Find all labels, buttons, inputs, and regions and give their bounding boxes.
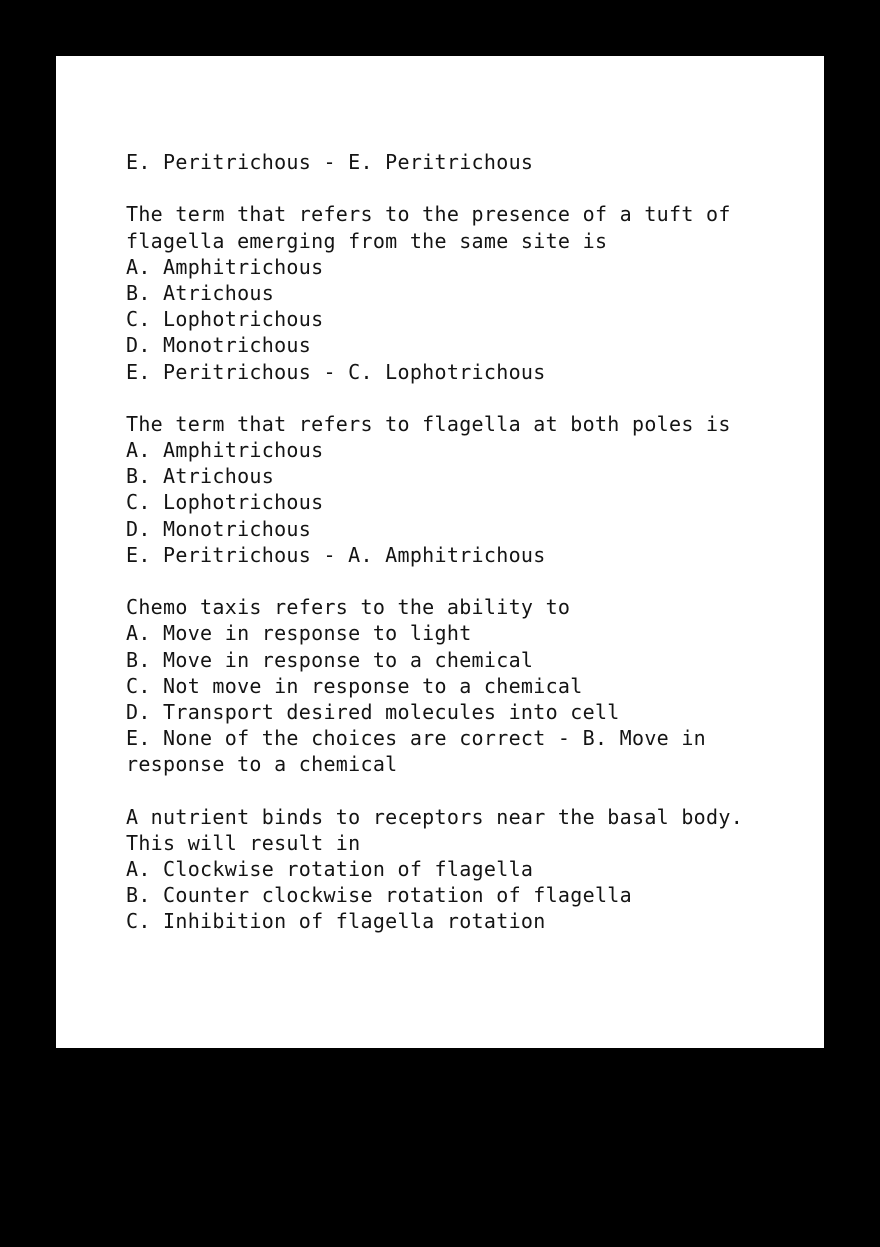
text-line: B. Atrichous	[126, 464, 275, 489]
text-line: D. Transport desired molecules into cell	[126, 699, 620, 724]
text-line: The term that refers to the presence of a tuft of	[126, 202, 731, 227]
text-line: D. Monotrichous	[126, 333, 312, 358]
text-line: A. Amphitrichous	[126, 254, 324, 279]
text-line: B. Move in response to a chemical	[126, 647, 534, 672]
text-line: D. Monotrichous	[126, 516, 312, 541]
text-line: C. Not move in response to a chemical	[126, 673, 583, 698]
text-line: flagella emerging from the same site is	[126, 228, 608, 253]
question-block	[126, 149, 804, 175]
question-block	[126, 594, 804, 777]
text-line: C. Lophotrichous	[126, 490, 324, 515]
text-line: E. Peritrichous - A. Amphitrichous	[126, 542, 546, 567]
text-line: C. Lophotrichous	[126, 307, 324, 332]
text-line: response to a chemical	[126, 752, 398, 777]
text-line: B. Atrichous	[126, 280, 275, 305]
text-line: B. Counter clockwise rotation of flagella	[126, 883, 632, 908]
text-line: The term that refers to flagella at both poles is	[126, 411, 731, 436]
text-line: A. Amphitrichous	[126, 438, 324, 463]
text-line: C. Inhibition of flagella rotation	[126, 909, 546, 934]
text-line: E. Peritrichous - E. Peritrichous	[126, 150, 534, 174]
question-block	[126, 804, 804, 935]
text-line: E. None of the choices are correct - B. Move in	[126, 726, 707, 751]
document-text	[126, 149, 804, 935]
text-line: E. Peritrichous - C. Lophotrichous	[126, 359, 546, 384]
text-line: A nutrient binds to receptors near the basal body.	[126, 804, 744, 829]
question-block	[126, 411, 804, 568]
text-line: A. Move in response to light	[126, 621, 472, 646]
document-page	[56, 56, 824, 1048]
text-line: This will result in	[126, 830, 361, 855]
text-line: Chemo taxis refers to the ability to	[126, 595, 571, 620]
question-block	[126, 201, 804, 384]
text-line: A. Clockwise rotation of flagella	[126, 857, 534, 882]
